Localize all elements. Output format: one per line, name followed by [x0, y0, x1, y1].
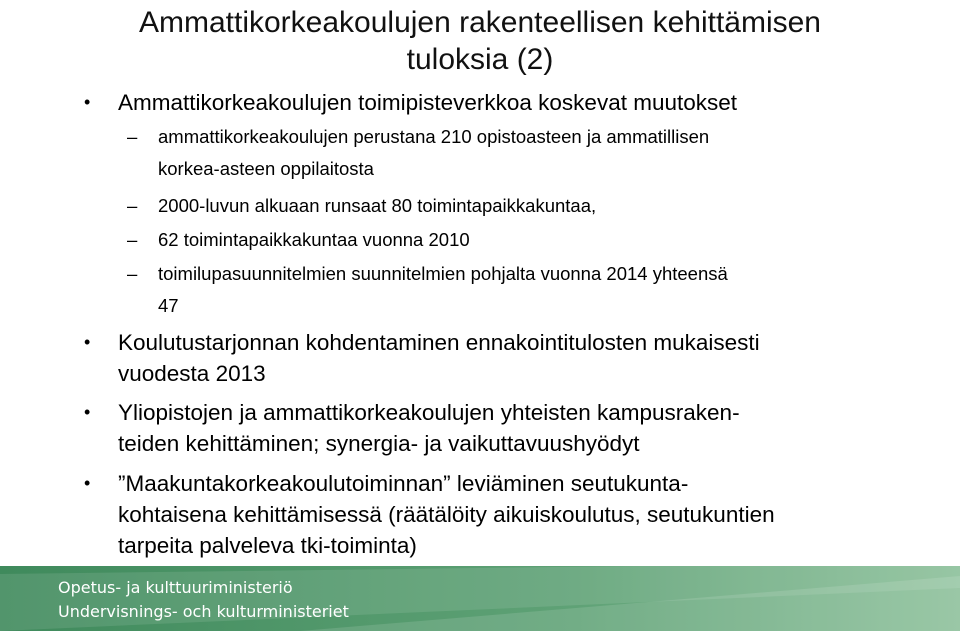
bullet-text: Yliopistojen ja ammattikorkeakoulujen yhteisten kampusraken- [118, 400, 740, 425]
bullet-item-3 [84, 397, 918, 459]
bullet-item-2 [84, 327, 918, 389]
sub-bullet-text: toimilupasuunnitelmien suunnitelmien pohjalta vuonna 2014 yhteensä [158, 263, 728, 284]
sub-bullet-text: 2000-luvun alkuaan runsaat 80 toimintapaikkakuntaa, [158, 195, 597, 216]
sub-bullet-item-3 [127, 224, 928, 256]
sub-bullet-text: 47 [158, 295, 179, 316]
dash-marker: – [127, 229, 138, 250]
bullet-text: tarpeita palveleva tki-toiminta) [118, 533, 417, 558]
bullet-marker: • [84, 473, 91, 493]
sub-bullet-text: 62 toimintapaikkakuntaa vuonna 2010 [158, 229, 470, 250]
bullet-marker: • [84, 92, 91, 112]
bullet-text: Koulutustarjonnan kohdentaminen ennakointitulosten mukaisesti [118, 330, 760, 355]
bullet-text: ”Maakuntakorkeakoulutoiminnan” leviäminen seutukunta- [118, 471, 689, 496]
sub-bullet-text: korkea-asteen oppilaitosta [158, 158, 374, 179]
bullet-item-1 [84, 87, 918, 118]
bullet-item-4 [84, 468, 918, 561]
dash-marker: – [127, 195, 138, 216]
bullet-marker: • [84, 402, 91, 422]
dash-marker: – [127, 263, 138, 284]
sub-bullet-item-1 [127, 121, 928, 185]
sub-bullet-text: ammattikorkeakoulujen perustana 210 opistoasteen ja ammatillisen [158, 126, 710, 147]
bullet-text: kohtaisena kehittämisessä (räätälöity aikuiskoulutus, seutukuntien [118, 502, 775, 527]
slide-title-line-2: tuloksia (2) [406, 43, 554, 76]
bullet-text: Ammattikorkeakoulujen toimipisteverkkoa koskevat muutokset [118, 90, 738, 115]
bullet-marker: • [84, 332, 91, 352]
dash-marker: – [127, 126, 138, 147]
sub-bullet-item-2 [127, 190, 928, 222]
sub-bullet-item-4 [127, 258, 928, 322]
bullet-text: vuodesta 2013 [118, 361, 266, 386]
footer-background [0, 566, 960, 631]
slide-title [0, 4, 960, 78]
footer-banner [0, 566, 960, 631]
ministry-name-swedish: Undervisnings- och kulturministeriet [58, 602, 349, 621]
ministry-name-finnish: Opetus- ja kulttuuriministeriö [58, 578, 293, 597]
bullet-text: teiden kehittäminen; synergia- ja vaikuttavuushyödyt [118, 431, 640, 456]
slide-title-line-1: Ammattikorkeakoulujen rakenteellisen kehittämisen [138, 6, 821, 39]
